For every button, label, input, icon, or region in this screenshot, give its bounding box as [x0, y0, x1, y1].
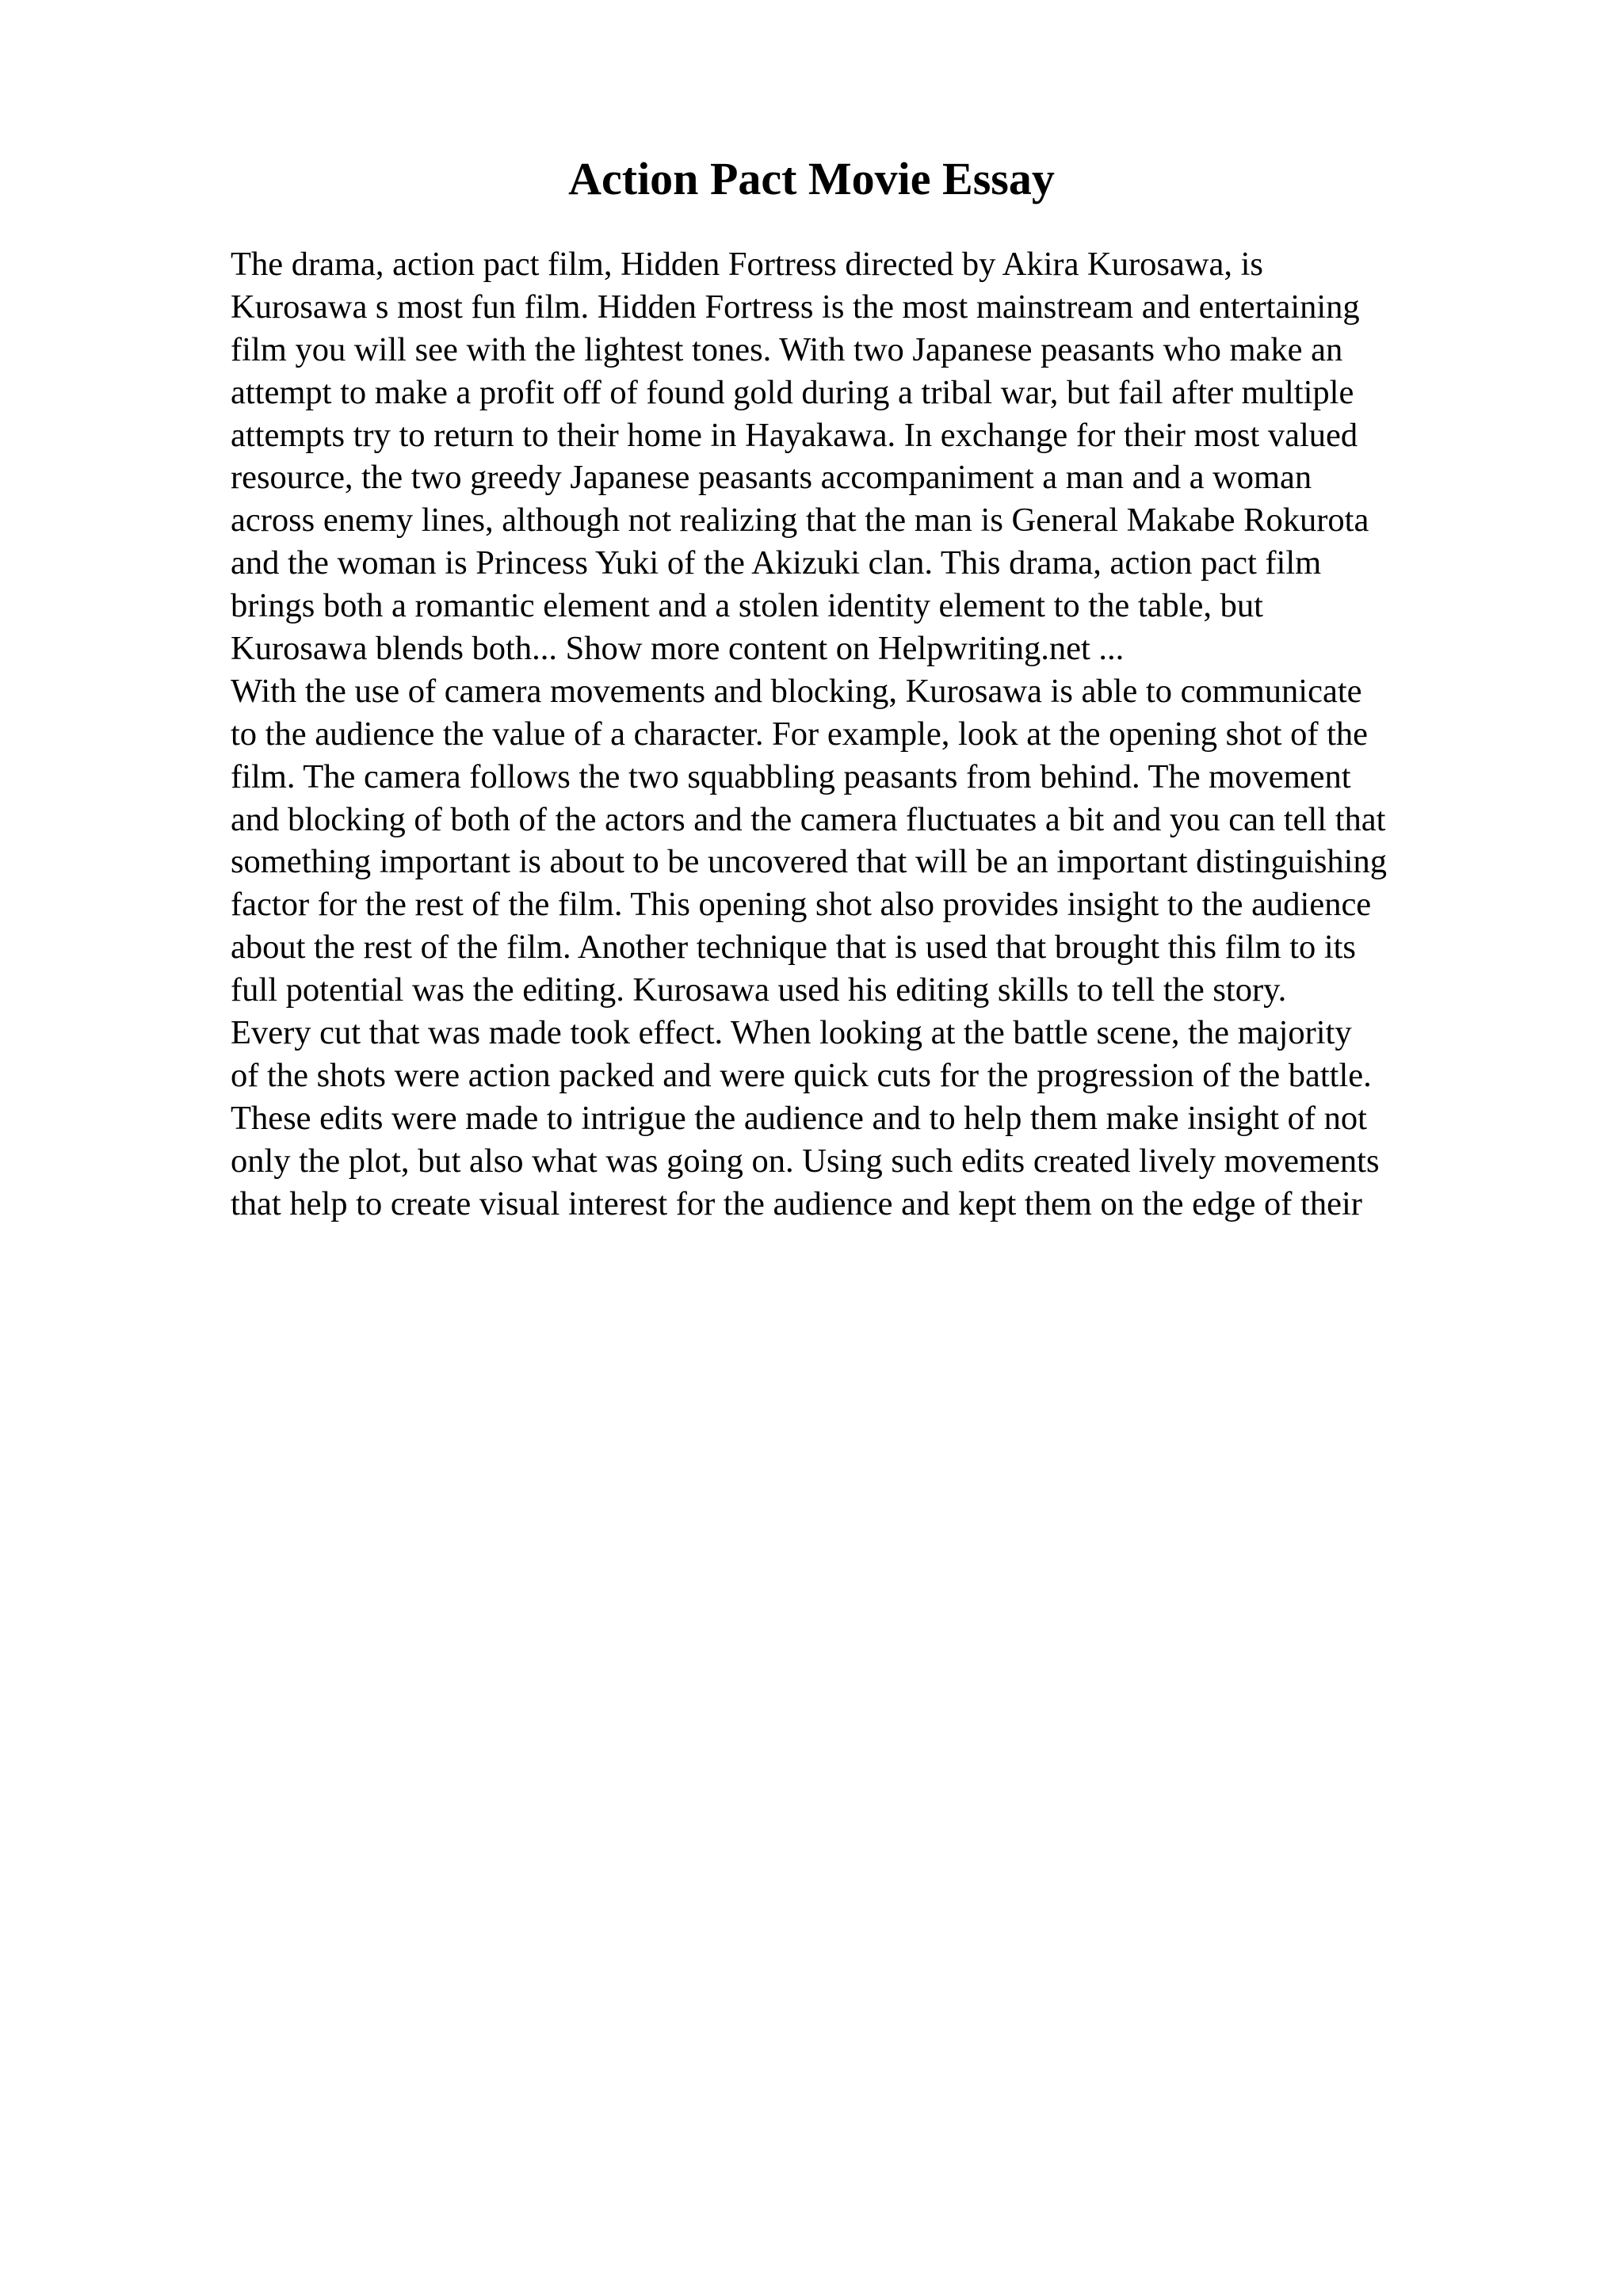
text-line: Every cut that was made took effect. When looking at the battle scene, the majority [231, 1014, 1352, 1052]
text-line: Kurosawa blends both... Show more content on Helpwriting.net ... [231, 630, 1125, 668]
text-line: resource, the two greedy Japanese peasants accompaniment a man and a woman [231, 459, 1312, 497]
text-line: about the rest of the film. Another technique that is used that brought this film to its [231, 929, 1356, 967]
text-line: that help to create visual interest for the audience and kept them on the edge of their [231, 1184, 1362, 1222]
text-line: something important is about to be uncovered that will be an important distinguishing [231, 843, 1387, 881]
essay-body [231, 243, 1594, 1225]
text-line: across enemy lines, although not realizing that the man is General Makabe Rokurota [231, 502, 1369, 540]
text-line: attempts try to return to their home in Hayakawa. In exchange for their most valued [231, 416, 1358, 454]
text-line: full potential was the editing. Kurosawa used his editing skills to tell the story. [231, 971, 1287, 1009]
document-title: Action Pact Movie Essay [568, 153, 1055, 204]
text-line: to the audience the value of a character. For example, look at the opening shot of the [231, 715, 1369, 753]
text-line: factor for the rest of the film. This opening shot also provides insight to the audience [231, 886, 1372, 924]
text-line: film you will see with the lightest tones. With two Japanese peasants who make an [231, 330, 1343, 368]
text-line: brings both a romantic element and a stolen identity element to the table, but [231, 587, 1263, 625]
text-line: and blocking of both of the actors and the camera fluctuates a bit and you can tell that [231, 800, 1386, 838]
text-line: only the plot, but also what was going on. Using such edits created lively movements [231, 1142, 1380, 1180]
text-line: and the woman is Princess Yuki of the Akizuki clan. This drama, action pact film [231, 544, 1322, 582]
text-line: Kurosawa s most fun film. Hidden Fortress is the most mainstream and entertaining [231, 288, 1360, 326]
text-line: of the shots were action packed and were quick cuts for the progression of the battle. [231, 1056, 1372, 1094]
text-line: film. The camera follows the two squabbling peasants from behind. The movement [231, 757, 1351, 795]
text-line: attempt to make a profit off of found gold during a tribal war, but fail after multiple [231, 373, 1354, 411]
text-line: The drama, action pact film, Hidden Fortress directed by Akira Kurosawa, is [231, 246, 1263, 283]
text-line: These edits were made to intrigue the audience and to help them make insight of not [231, 1099, 1367, 1137]
text-line: With the use of camera movements and blocking, Kurosawa is able to communicate [231, 672, 1362, 710]
